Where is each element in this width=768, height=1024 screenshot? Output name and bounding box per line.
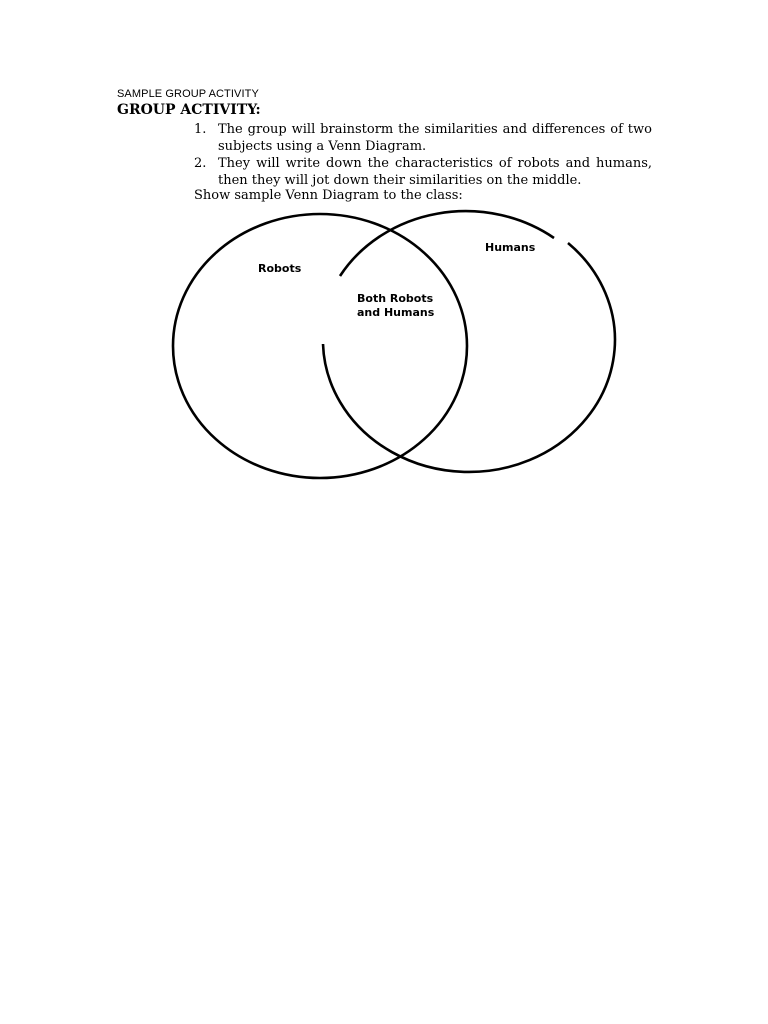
overlap-label: Both Robots and Humans [357,292,435,319]
robots-label: Robots [258,262,302,275]
humans-circle [323,211,615,472]
instruction-text: The group will brainstorm the similarities and differences of two subjects using a Venn Diagram. [218,122,652,154]
instruction-text: They will write down the characteristics of robots and humans, then they will jot down their similarities on the middle. [218,156,652,188]
humans-label: Humans [485,241,536,254]
venn-intro-text: Show sample Venn Diagram to the class: [194,188,463,203]
document-kicker: SAMPLE GROUP ACTIVITY [117,88,259,100]
robots-circle [173,214,467,478]
instruction-number: 2. [194,156,207,171]
instruction-number: 1. [194,122,207,137]
activity-heading: GROUP ACTIVITY: [117,102,261,118]
